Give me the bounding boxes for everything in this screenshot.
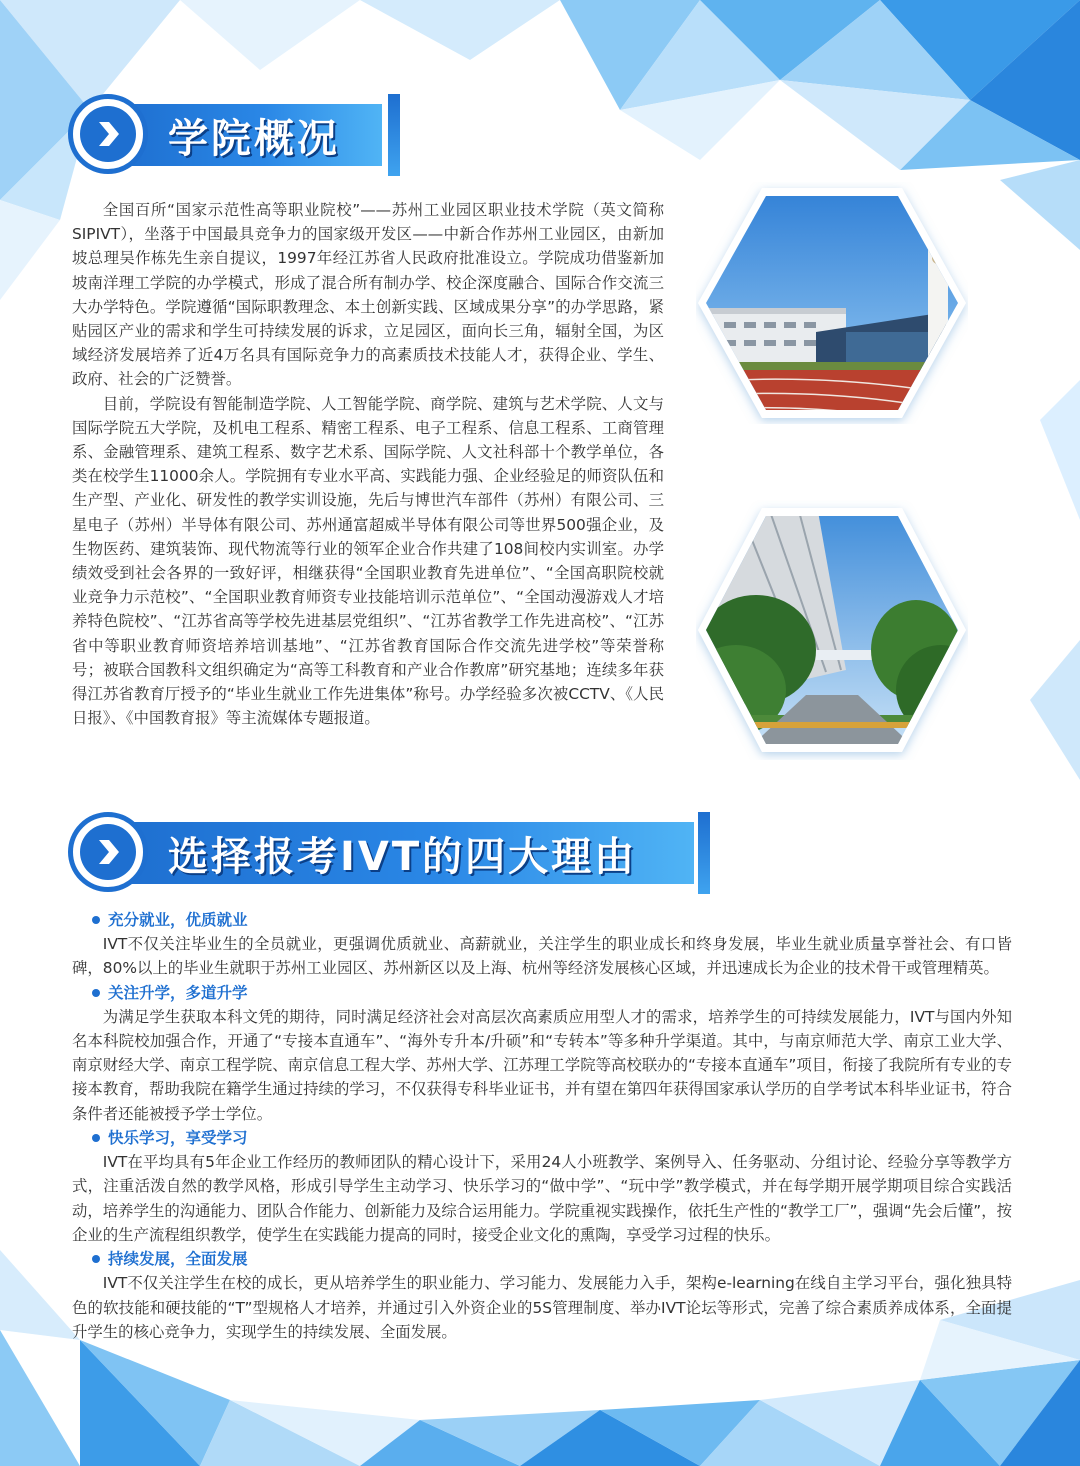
intro-paragraph-2: 目前，学院设有智能制造学院、人工智能学院、商学院、建筑与艺术学院、人文与国际学院五大学院，及机电工程系、精密工程系、电子工程系、信息工程系、工商管理系、金融管理系、建筑工程系、数字艺术系、国际学院、人文社科部十个教学单位，各类在校学生11000余人。学院拥有专业水平高、实践能力强、企业经验足的师资队伍和生产型、产业化、研发性的教学实训设施，先后与博世汽车部件（苏州）有限公司、三星电子（苏州）半导体有限公司、苏州通富超威半导体有限公司等世界500强企业，及生物医药、建筑装饰、现代物流等行业的领军企业合作共建了108间校内实训室。办学绩效受到社会各界的一致好评，相继获得“全国职业教育先进单位”、“全国高职院校就业竞争力示范校”、“全国职业教育师资专业技能培训示范单位”、“全国动漫游戏人才培养特色院校”、“江苏省高等学校先进基层党组织”、“江苏省教学工作先进高校”、“江苏省中等职业教育师资培养培训基地”、“江苏省教育国际合作交流先进学校”等荣誉称号；被联合国教科文组织确定为“高等工科教育和产业合作教席”研究基地；连续多年获得江苏省教育厅授予的“毕业生就业工作先进集体”称号。办学经验多次被CCTV、《人民日报》、《中国教育报》等主流媒体专题报道。	[72, 394, 664, 728]
reason-text: 为满足学生获取本科文凭的期待，同时满足经济社会对高层次高素质应用型人才的需求，培养学生的可持续发展能力，IVT与国内外知名本科院校加强合作，开通了“专接本直通车”、“海外专升本/升硕”和“专转本”等多种升学渠道。其中，与南京师范大学、南京工业大学、南京财经大学、南京工程学院、南京信息工程大学、苏州大学、江苏理工学院等高校联办的“专接本直通车”项目，衔接了我院所有专业的专接本教育，帮助我院在籍学生通过持续的学习，不仅获得专科毕业证书，并有望在第四年获得国家承认学历的自学考试本科毕业证书，符合条件者还能被授予学士学位。	[72, 1007, 1012, 1123]
reason-title: 持续发展，全面发展	[108, 1250, 248, 1269]
bullet-icon	[92, 1255, 100, 1263]
section-header-reasons	[68, 812, 713, 896]
chevron-right-icon	[93, 837, 123, 867]
bullet-icon	[92, 916, 100, 924]
section-title: 选择报考IVT的四大理由	[168, 833, 638, 880]
reason-text: IVT在平均具有5年企业工作经历的教师团队的精心设计下，采用24人小班教学、案例导入、任务驱动、分组讨论、经验分享等教学方式，注重活泼自然的教学风格，形成引导学生主动学习、快乐学习的“做中学”、“玩中学”教学模式，并在每学期开展学期项目综合实践活动，培养学生的沟通能力、团队合作能力、创新能力及综合运用能力。学院重视实践操作，依托生产性的“教学工厂”，强调“先会后懂”，按企业的生产流程组织教学，使学生在实践能力提高的同时，接受企业文化的熏陶，享受学习过程的快乐。	[72, 1153, 1012, 1244]
reason-item	[72, 981, 1012, 1126]
chevron-right-icon	[93, 119, 123, 149]
reason-text: IVT不仅关注学生在校的成长，更从培养学生的职业能力、学习能力、发展能力入手，架构e-learning在线自主学习平台，强化独具特色的软技能和硬技能的“T”型规格人才培养，并通过引入外资企业的5S管理制度、举办IVT论坛等形式，完善了综合素质养成体系，全面提升学生的核心竞争力，实现学生的持续发展、全面发展。	[72, 1274, 1012, 1341]
header-accent-bar	[388, 94, 400, 176]
page-title: 学院概况	[168, 115, 340, 162]
reason-title: 关注升学，多道升学	[108, 983, 248, 1002]
campus-building-photo	[696, 182, 968, 424]
intro-paragraph-1: 全国百所“国家示范性高等职业院校”——苏州工业园区职业技术学院（英文简称SIPIVT），坐落于中国最具竞争力的国家级开发区——中新合作苏州工业园区，由新加坡总理吴作栋先生亲自提议，1997年经江苏省人民政府批准设立。学院成功借鉴新加坡南洋理工学院的办学模式，形成了混合所有制办学、校企深度融合、国际合作交流三大办学特色。学院遵循“国际职教理念、本土创新实践、区域成果分享”的办学思路，紧贴园区产业的需求和学生可持续发展的诉求，立足园区，面向长三角，辐射全国，为区域经济发展培养了近4万名具有国际竞争力的高素质技术技能人才，获得企业、学生、政府、社会的广泛赞誉。	[72, 201, 664, 389]
header-circle	[68, 812, 148, 892]
bullet-icon	[92, 1134, 100, 1142]
reason-item	[72, 1126, 1012, 1247]
section-header-overview	[68, 94, 398, 178]
intro-text	[72, 198, 664, 730]
reason-text: IVT不仅关注毕业生的全员就业，更强调优质就业、高薪就业，关注学生的职业成长和终身发展，毕业生就业质量享誉社会、有口皆碑，80%以上的毕业生就职于苏州工业园区、苏州新区以及上海、杭州等经济发展核心区域，并迅速成长为企业的技术骨干或管理精英。	[72, 935, 1012, 978]
header-accent-bar	[698, 812, 710, 894]
campus-avenue-photo	[696, 500, 968, 760]
header-circle	[68, 94, 148, 174]
reason-title: 充分就业，优质就业	[108, 911, 248, 929]
reasons-list	[72, 908, 1012, 1344]
reason-item	[72, 908, 1012, 981]
bullet-icon	[92, 989, 100, 997]
reason-item	[72, 1247, 1012, 1344]
reason-title: 快乐学习，享受学习	[108, 1129, 248, 1148]
header-bar	[120, 104, 382, 166]
header-bar	[120, 822, 694, 884]
